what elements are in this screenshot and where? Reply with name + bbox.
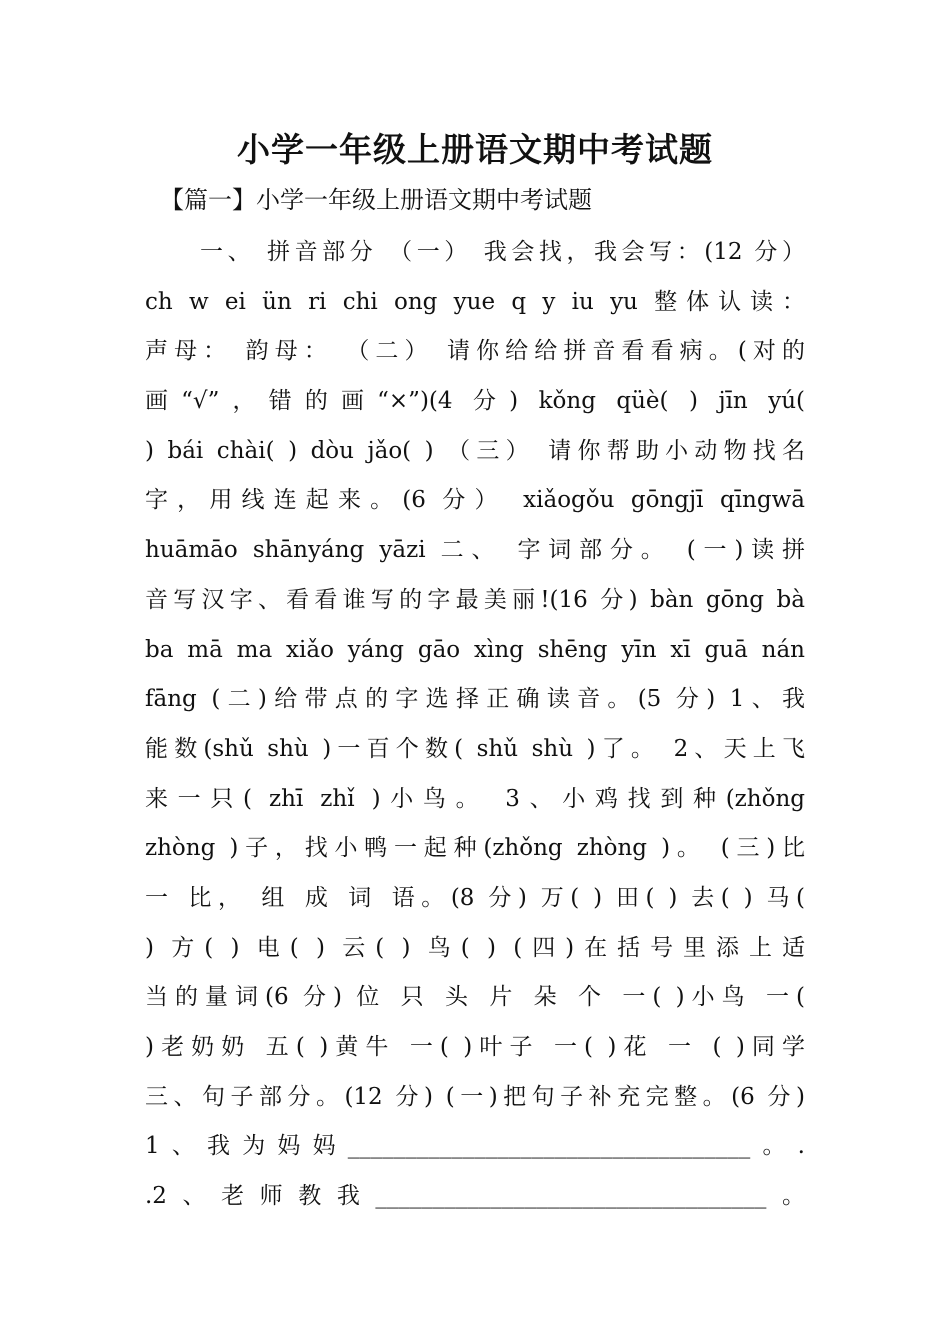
text-line: zhòng )子，找小鸭一起种(zhǒng zhòng )。 (三)比 [145,835,805,862]
text-line: 当的量词(6 分) 位 只 头 片 朵 个 一( )小鸟 一( [145,984,805,1011]
text-line: 声母： 韵母： （二） 请你给给拼音看看病。(对的 [145,338,805,365]
text-line: 一 比， 组 成 词 语。(8 分) 万( ) 田( ) 去( ) 马( [145,884,805,911]
text-line: 能数(shǔ shù )一百个数( shǔ shù )了。 2、天上飞 [145,735,805,762]
text-line: ) 方( ) 电( ) 云( ) 鸟( ) (四)在括号里添上适 [145,934,805,961]
text-line: 字，用线连起来。(6 分） xiǎogǒu gōngjī qīngwā [145,487,805,514]
text-line: fāng (二)给带点的字选择正确读音。(5 分) 1、我 [145,686,805,713]
text-line: .2、老师教我__________________________________。 [145,1183,805,1210]
text-line: ch w ei ün ri chi ong yue q y iu yu 整体认读： [145,288,805,315]
section-heading: 【篇一】小学一年级上册语文期中考试题 [160,186,592,214]
text-line: ) bái chài( ) dòu jǎo( ) （三） 请你帮助小动物找名 [145,437,805,464]
page-title: 小学一年级上册语文期中考试题 [237,130,713,169]
text-line: ba mā ma xiǎo yáng gāo xìng shēng yīn xī guā nán [145,636,805,663]
text-line: huāmāo shānyáng yāzi 二、 字词部分。 (一)读拼 [145,537,805,564]
text-line: 来一只( zhī zhǐ )小鸟。 3、小鸡找到种(zhǒng [145,785,805,812]
text-line: 一、 拼音部分 （一） 我会找，我会写：(12 分） [200,239,805,265]
text-line: 三、句子部分。(12 分) (一)把句子补充完整。(6 分) [145,1083,805,1110]
text-line: )老奶奶 五( )黄牛 一( )叶子 一( )花 一 ( )同学 [145,1034,805,1060]
text-line: 画“√”，错的画“×”)(4 分) kǒng qüè( ) jīn yú( [145,388,805,415]
text-line: 1、我为妈妈___________________________________。. [145,1133,805,1160]
text-line: 音写汉字、看看谁写的字最美丽!(16 分) bàn gōng bà [145,586,805,613]
document-body [145,228,805,1222]
